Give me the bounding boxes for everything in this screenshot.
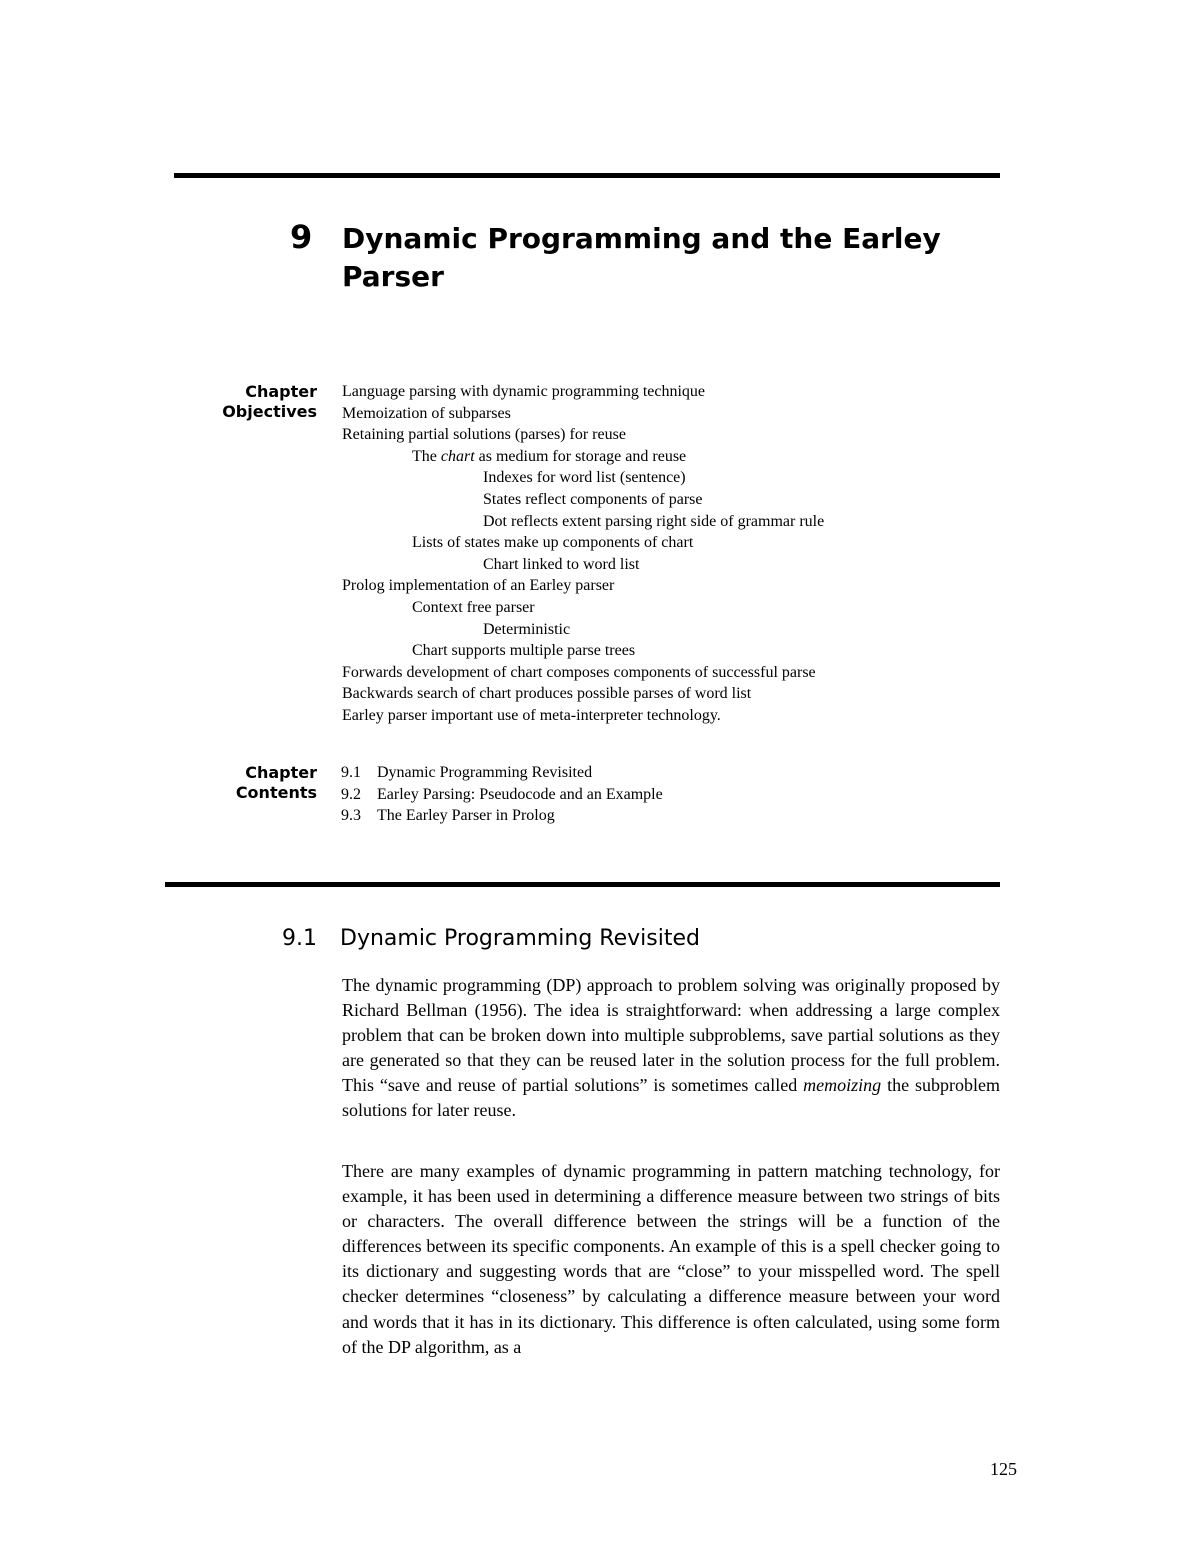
objectives-label-line2: Objectives <box>222 402 317 421</box>
objective-item: Retaining partial solutions (parses) for reuse <box>342 426 626 444</box>
contents-label-line2: Contents <box>235 783 317 802</box>
page-number: 125 <box>990 1459 1017 1479</box>
objective-text-pre: The <box>412 447 441 465</box>
objective-item: Prolog implementation of an Earley parser <box>342 577 615 595</box>
section-rule <box>165 882 1000 887</box>
objective-item: Language parsing with dynamic programming technique <box>342 383 706 400</box>
objectives-label <box>200 382 317 422</box>
objective-item: Memoization of subparses <box>342 404 511 422</box>
paragraph-emphasis: memoizing <box>803 1075 882 1096</box>
section-title: Dynamic Programming Revisited <box>340 926 700 951</box>
objective-item: Lists of states make up components of chart <box>412 534 694 552</box>
objective-emphasis: chart <box>440 447 475 465</box>
contents-item-number: 9.2 <box>341 785 361 803</box>
objective-item: Context free parser <box>412 598 535 616</box>
objective-text-post: as medium for storage and reuse <box>474 447 687 465</box>
contents-item-title: Earley Parsing: Pseudocode and an Example <box>377 785 663 803</box>
objective-item: Earley parser important use of meta-interpreter technology. <box>342 706 721 724</box>
contents-item-number: 9.1 <box>341 764 361 781</box>
objective-item: Chart linked to word list <box>483 555 640 573</box>
section-heading <box>282 926 700 951</box>
objective-item: Indexes for word list (sentence) <box>483 469 686 487</box>
objective-item: States reflect components of parse <box>483 490 703 508</box>
section-number: 9.1 <box>282 926 317 951</box>
contents-item[interactable] <box>341 784 663 806</box>
body-paragraph-1 <box>342 973 1000 1124</box>
objective-item <box>342 446 824 468</box>
chapter-title: Dynamic Programming and the Earley Parser <box>342 222 941 293</box>
paragraph-text: the subproblem solutions for later reuse. <box>342 1075 1000 1121</box>
paragraph-text: The dynamic programming (DP) approach to problem solving was originally proposed by Richard Bellman (1956). The idea is straightforward: when addressing a large complex problem that can be broken down into multiple subproblems, save partial solutions as they are generated so that they can be reused later in the solution process for the full problem. This “save and reuse of partial solutions” is sometimes called <box>342 975 1000 1096</box>
contents-item-title: Dynamic Programming Revisited <box>377 764 593 781</box>
objectives-list <box>342 381 824 727</box>
objective-item: Dot reflects extent parsing right side of grammar rule <box>483 512 825 530</box>
contents-item[interactable] <box>341 762 663 784</box>
objective-item: Chart supports multiple parse trees <box>412 642 636 660</box>
contents-label-line1: Chapter <box>245 763 317 782</box>
contents-list <box>341 762 663 827</box>
contents-item[interactable] <box>341 805 663 827</box>
objectives-label-line1: Chapter <box>245 382 317 401</box>
contents-item-title: The Earley Parser in Prolog <box>377 807 555 824</box>
objective-item: Forwards development of chart composes components of successful parse <box>342 663 816 681</box>
chapter-number: 9 <box>290 218 313 256</box>
objective-item: Backwards search of chart produces possible parses of word list <box>342 685 752 703</box>
contents-item-number: 9.3 <box>341 807 361 824</box>
body-paragraph-2: There are many examples of dynamic programming in pattern matching technology, for example, it has been used in determining a difference measure between two strings of bits or characters. The overall difference between the strings will be a function of the differences between its specific components. An example of this is a spell checker going to its dictionary and suggesting words that are “close” to your misspelled word. The spell checker determines “closeness” by calculating a difference measure between your word and words that it has in its dictionary. This difference is often calculated, using some form of the DP algorithm, as a <box>342 1161 1000 1357</box>
objective-item: Deterministic <box>483 620 571 638</box>
top-rule <box>174 173 1000 178</box>
contents-label <box>200 763 317 803</box>
